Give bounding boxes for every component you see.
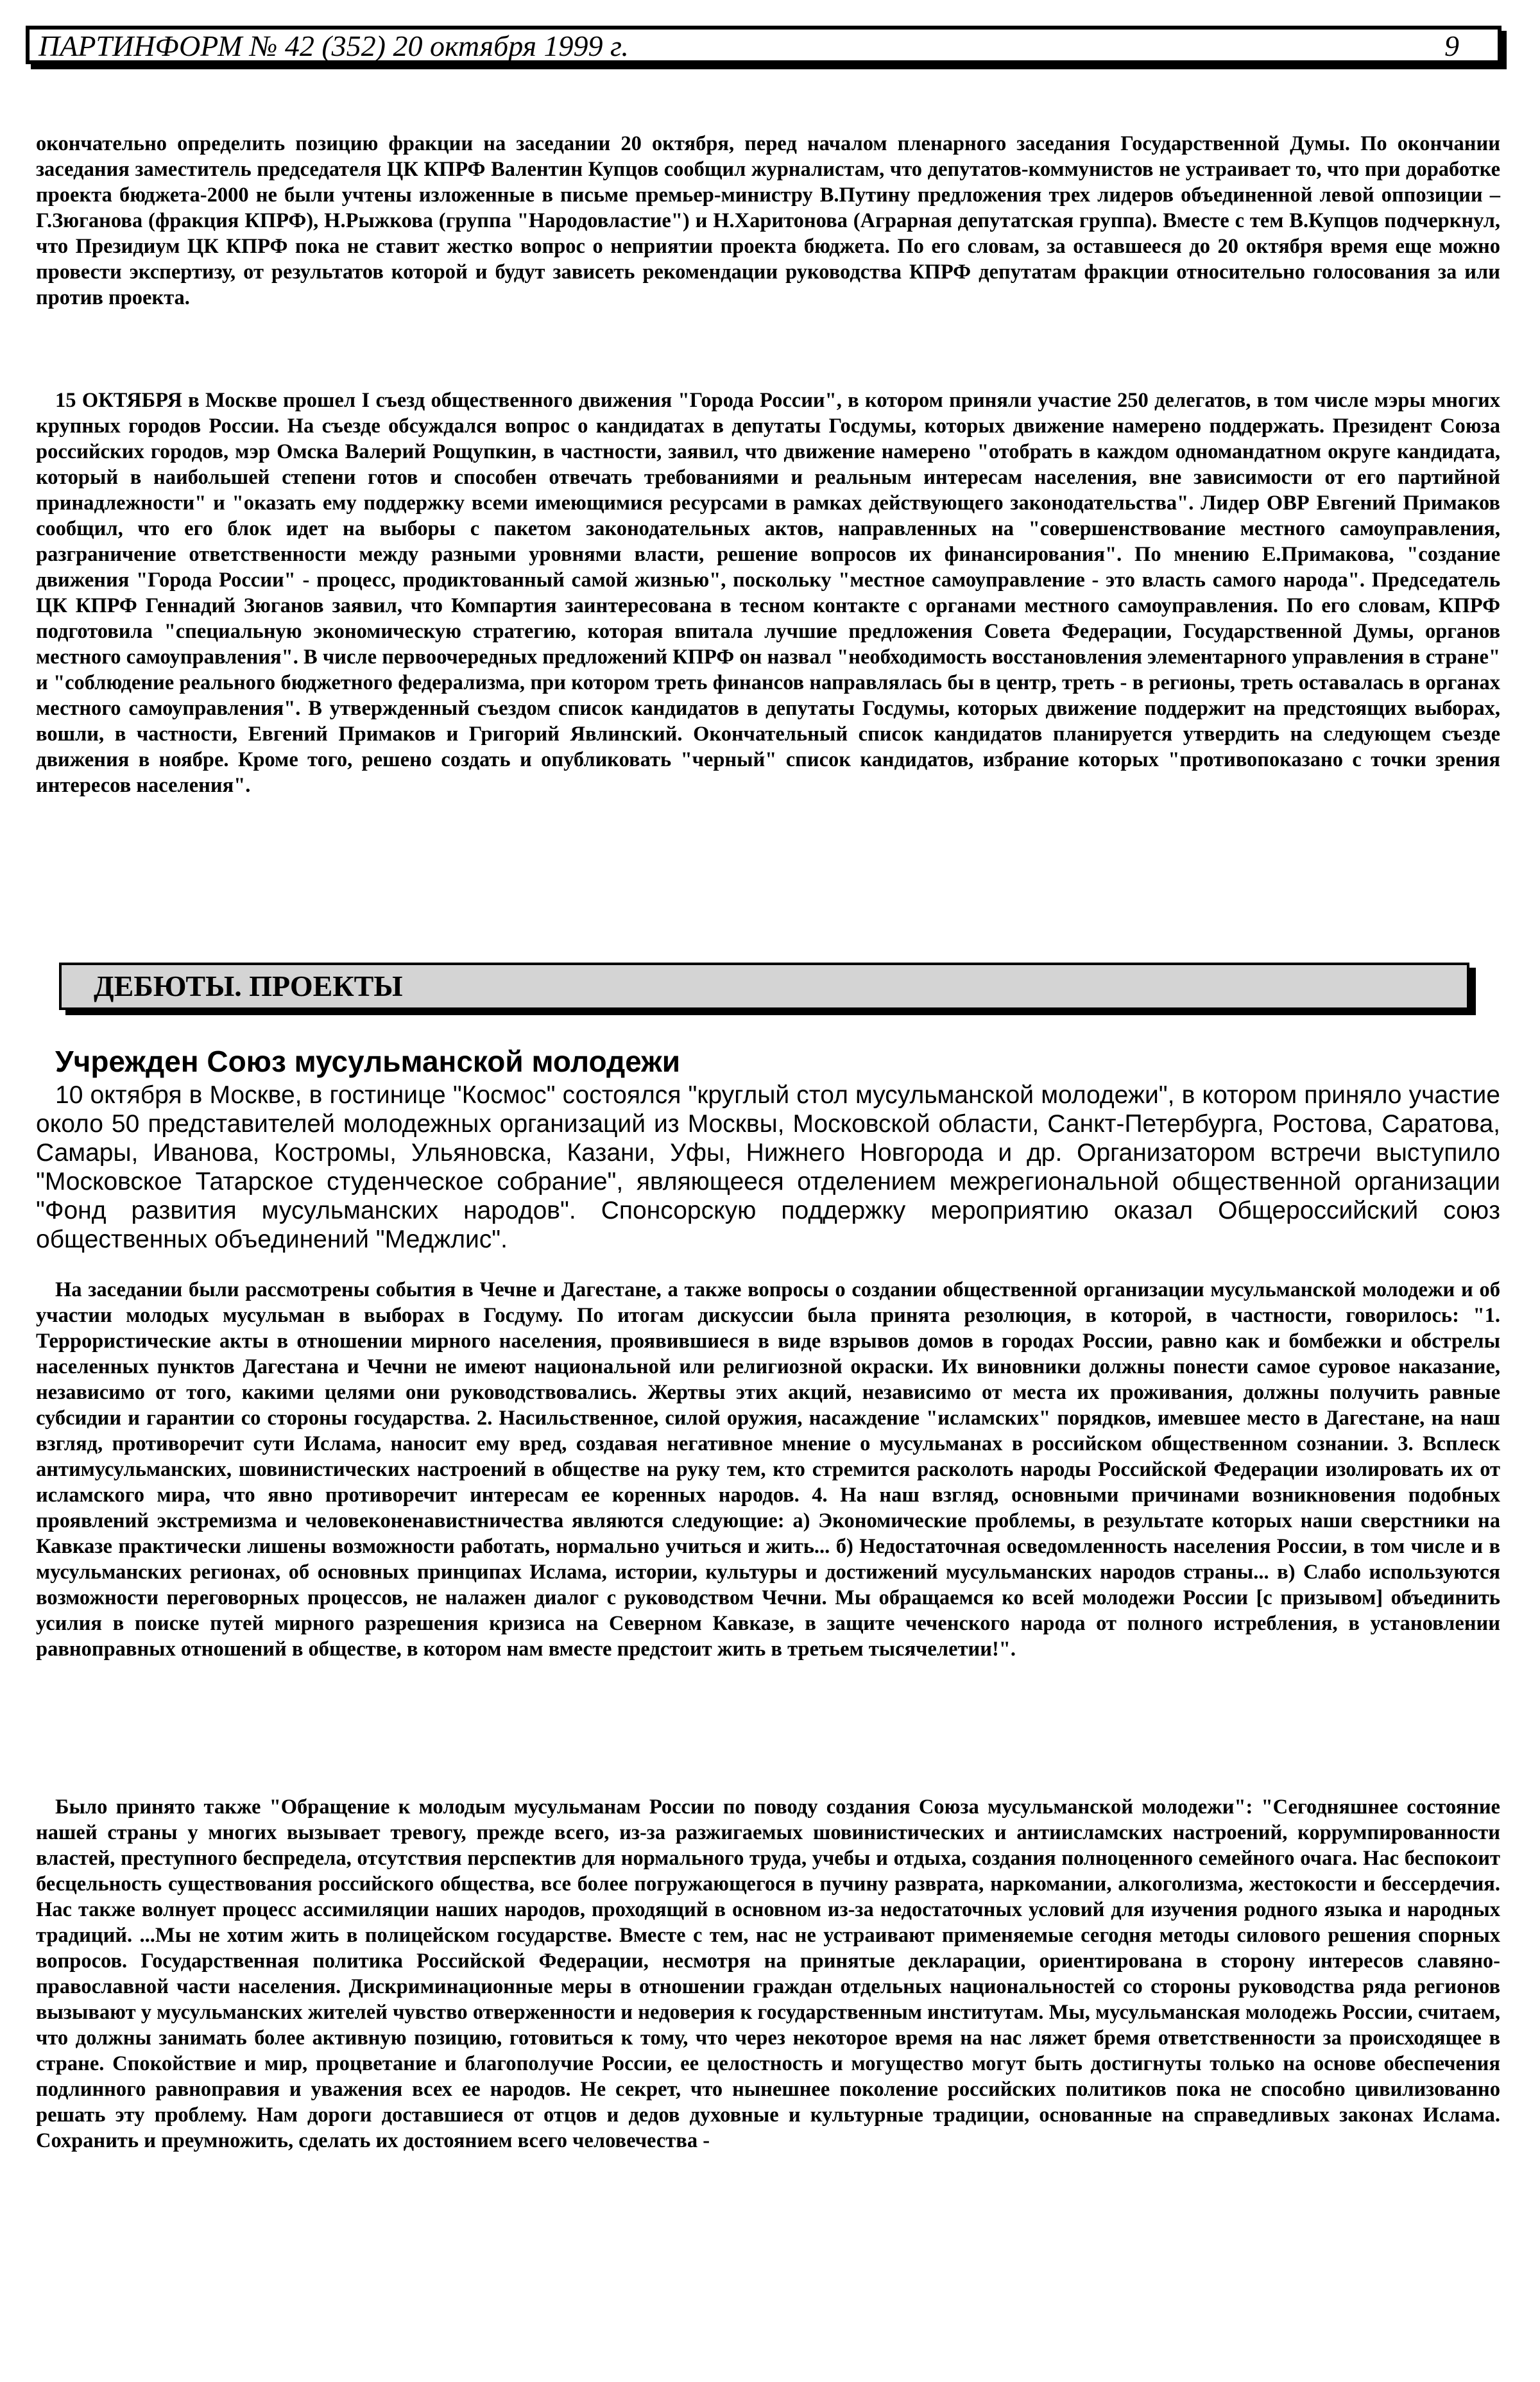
appeal-paragraph: Было принято также "Обращение к молодым мусульманам России по поводу создания Союза мусульманской молодежи": "Сегодняшнее состояние нашей страны у многих вызывает тревогу, прежде всего, из-за разжигаемых шовинистических и антиисламских настроений, коррумпированности властей, преступного беспредела, отсутствия перспектив для нормального труда, учебы и отдыха, создания полноценного семейного очага. Нас беспокоит бесцельность существования российского общества, все более погружающегося в пучину разврата, наркомании, алкоголизма, жестокости и бессердечия. Нас также волнует процесс ассимиляции наших народов, проходящий в основном из-за недостаточных условий для изучения родного языка и народных традиций. ...Мы не хотим жить в полицейском государстве. Вместе с тем, нас не устраивают применяемые сегодня методы силового решения спорных вопросов. Государственная политика Российской Федерации, несмотря на принятые декларации, ориентирована в сторону интересов славяно-православной части населения. Дискриминационные меры в отношении граждан отдельных национальностей со стороны руководства ряда регионов вызывают у мусульманских жителей чувство отверженности и недоверия к государственным институтам. Мы, мусульманская молодежь России, считаем, что должны занимать более активную позицию, готовиться к тому, что через некоторое время на нас ляжет бремя ответственности за происходящее в стране. Спокойствие и мир, процветание и благополучие России, ее целостность и могущество могут быть достигнуты только на основе обеспечения подлинного равноправия и уважения всех ее народов. Не секрет, что нынешнее поколение российских политиков пока не способно цивилизованно решать эту проблему. Нам дороги доставшиеся от отцов и дедов духовные и культурные традиции, основанные на справедливых законах Ислама. Сохранить и преумножить, сделать их достоянием всего человечества - xyxy=(36,1795,1500,2152)
cities-congress-paragraph: 15 ОКТЯБРЯ в Москве прошел I съезд общественного движения "Города России", в котором приняли участие 250 делегатов, в том числе мэры многих крупных городов России. На съезде обсуждался вопрос о кандидатах в депутаты Госдумы, которых движение намерено поддержать. Президент Союза российских городов, мэр Омска Валерий Рощупкин, в частности, заявил, что движение намерено "отобрать в каждом одномандатном округе кандидата, который в наибольшей степени готов и способен отвечать требованиями и реальным интересам населения, вне зависимости от его партийной принадлежности" и "оказать ему поддержку всеми имеющимися ресурсами в рамках действующего законодательства". Лидер ОВР Евгений Примаков сообщил, что его блок идет на выборы с пакетом законодательных актов, направленных на "совершенствование местного самоуправления, разграничение ответственности между разными уровнями власти, решение вопросов их финансирования". По мнению Е.Примакова, "создание движения "Города России" - процесс, продиктованный самой жизнью", поскольку "местное самоуправление - это власть самого народа". Председатель ЦК КПРФ Геннадий Зюганов заявил, что Компартия заинтересована в тесном контакте с органами местного самоуправления. По его словам, КПРФ подготовила "специальную экономическую стратегию, которая впитала лучшие предложения Совета Федерации, Государственной Думы, органов местного самоуправления". В числе первоочередных предложений КПРФ он назвал "необходимость восстановления элементарного управления в стране" и "соблюдение реального бюджетного федерализма, при котором треть финансов направлялась бы в центр, треть - в регионы, треть оставалась в органах местного самоуправления". В утвержденный съездом список кандидатов в депутаты Госдумы, которых движение поддержит на предстоящих выборах, вошли, в частности, Евгений Примаков и Григорий Явлинский. Окончательный список кандидатов планируется утвердить на следующем съезде движения в ноябре. Кроме того, решено создать и опубликовать "черный" список кандидатов, избрание которых "противопоказано с точки зрения интересов населения". xyxy=(36,389,1500,797)
page-number: 9 xyxy=(1444,30,1459,62)
page-header xyxy=(26,26,1502,64)
publication-title: ПАРТИНФОРМ № 42 (352) 20 октября 1999 г. xyxy=(38,30,629,62)
article-title: Учрежден Союз мусульманской молодежи xyxy=(55,1045,681,1078)
article-lead: 10 октября в Москве, в гостинице "Космос" состоялся "круглый стол мусульманской молодежи", в котором приняло участие около 50 представителей молодежных организаций из Москвы, Московской области, Санкт-Петербурга, Ростова, Саратова, Самары, Иванова, Костромы, Ульяновска, Казани, Уфы, Нижнего Новгорода и др. Организатором встречи выступило "Московское Татарское студенческое собрание", являющееся отделением межрегиональной общественной организации "Фонд развития мусульманских народов". Спонсорскую поддержку мероприятию оказал Общероссийский союз общественных объединений "Меджлис". xyxy=(36,1081,1500,1253)
section-rubric: ДЕБЮТЫ. ПРОЕКТЫ xyxy=(59,963,1469,1010)
continuation-paragraph: окончательно определить позицию фракции на заседании 20 октября, перед началом пленарного заседания Государственной Думы. По окончании заседания заместитель председателя ЦК КПРФ Валентин Купцов сообщил журналистам, что депутатов-коммунистов не устраивает то, что при доработке проекта бюджета-2000 не были учтены изложенные в письме премьер-министру В.Путину предложения трех лидеров объединенной левой оппозиции – Г.Зюганова (фракция КПРФ), Н.Рыжкова (группа "Народовластие") и Н.Харитонова (Аграрная депутатская группа). Вместе с тем В.Купцов подчеркнул, что Президиум ЦК КПРФ пока не ставит жестко вопрос о неприятии проекта бюджета. По его словам, за оставшееся до 20 октября время еще можно провести экспертизу, от результатов которой и будут зависеть рекомендации руководства КПРФ депутатам фракции относительно голосования за или против проекта. xyxy=(36,132,1500,309)
resolution-paragraph: На заседании были рассмотрены события в Чечне и Дагестане, а также вопросы о создании общественной организации мусульманской молодежи и об участии молодых мусульман в выборах в Госдуму. По итогам дискуссии была принята резолюция, в которой, в частности, говорилось: "1. Террористические акты в отношении мирного населения, проявившиеся в виде взрывов домов в городах России, равно как и бомбежки и обстрелы населенных пунктов Дагестана и Чечни не имеют национальной или религиозной окраски. Их виновники должны понести самое суровое наказание, независимо от того, какими целями они руководствовались. Жертвы этих акций, независимо от места их проживания, должны получить равные субсидии и гарантии со стороны государства. 2. Насильственное, силой оружия, насаждение "исламских" порядков, имевшее место в Дагестане, на наш взгляд, противоречит сути Ислама, наносит ему вред, создавая негативное мнение о мусульманах в российском общественном сознании. 3. Всплеск антимусульманских, шовинистических настроений в обществе на руку тем, кто стремится расколоть народы Российской Федерации изолировать их от исламского мира, что явно противоречит интересам ее коренных народов. 4. На наш взгляд, основными причинами возникновения подобных проявлений экстремизма и человеконенавистничества являются следующие: а) Экономические проблемы, в результате которых наши сверстники на Кавказе практически лишены возможности работать, нормально учиться и жить... б) Недостаточная осведомленность населения России, в том числе и в мусульманских регионах, об основных принципах Ислама, истории, культуры и достижений мусульманских народов страны... в) Слабо используются возможности переговорных процессов, не налажен диалог с руководством Чечни. Мы обращаемся ко всей молодежи России [с призывом] объединить усилия в поиске путей мирного разрешения кризиса на Северном Кавказе, в защите чеченского народа от полного истребления, в установлении равноправных отношений в обществе, в котором нам вместе предстоит жить в третьем тысячелетии!". xyxy=(36,1278,1500,1661)
